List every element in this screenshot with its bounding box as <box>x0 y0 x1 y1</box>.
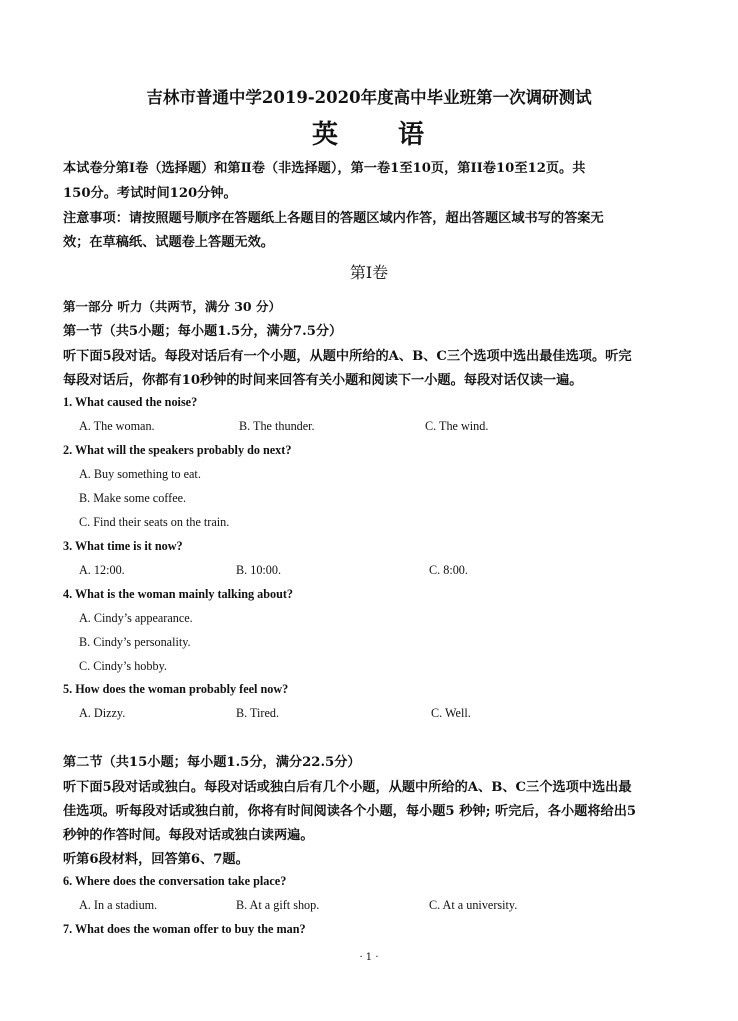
question-1-option-a: A. The woman. <box>79 419 155 433</box>
section1-instruction-1: 听下面5段对话。每段对话后有一个小题，从题中所给的A、B、C三个选项中选出最佳选项。听完 <box>63 349 632 364</box>
question-1-option-c: C. The wind. <box>425 419 489 433</box>
question-6-option-a: A. In a stadium. <box>79 898 158 912</box>
question-4-option-a: A. Cindy’s appearance. <box>79 611 193 625</box>
notice-line-1: 注意事项：请按照题号顺序在答题纸上各题目的答题区域内作答，超出答题区域书写的答案无 <box>63 211 604 226</box>
question-2-option-a: A. Buy something to eat. <box>79 467 201 481</box>
exam-title: 吉林市普通中学2019-2020年度高中毕业班第一次调研测试 <box>146 88 592 107</box>
section2-heading: 第二节（共15小题；每小题1.5分，满分22.5分） <box>63 755 361 770</box>
page-number: · 1 · <box>359 952 379 963</box>
question-4-option-c: C. Cindy’s hobby. <box>79 659 167 673</box>
question-3: 3. What time is it now? <box>63 539 183 553</box>
subject-char-1: 英 <box>311 120 340 150</box>
question-3-option-c: C. 8:00. <box>429 563 468 577</box>
section2-instruction-1: 听下面5段对话或独白。每段对话或独白后有几个小题，从题中所给的A、B、C三个选项中选出最 <box>63 780 632 795</box>
question-3-option-a: A. 12:00. <box>79 563 125 577</box>
question-2-option-b: B. Make some coffee. <box>79 491 187 505</box>
question-2-option-c: C. Find their seats on the train. <box>79 515 230 529</box>
section1-heading: 第一节（共5小题；每小题1.5分，满分7.5分） <box>63 324 343 339</box>
question-5: 5. How does the woman probably feel now? <box>63 682 289 696</box>
intro-line-2: 150分。考试时间120分钟。 <box>63 186 237 201</box>
part-one-heading: 第Ⅰ卷 <box>349 263 389 282</box>
question-6-option-c: C. At a university. <box>429 898 518 912</box>
section2-instruction-2: 佳选项。听每段对话或独白前，你将有时间阅读各个小题，每小题5 秒钟; 听完后，各小题将给出5 <box>63 804 637 819</box>
listening-part-heading: 第一部分 听力（共两节，满分 30 分） <box>63 299 281 314</box>
subject-title <box>0 114 738 151</box>
section2-material-6: 听第6段材料，回答第6、7题。 <box>63 852 249 867</box>
question-1-option-b: B. The thunder. <box>239 419 315 433</box>
question-5-option-a: A. Dizzy. <box>79 706 126 720</box>
question-6: 6. Where does the conversation take place? <box>63 874 287 888</box>
notice-line-2: 效；在草稿纸、试题卷上答题无效。 <box>63 235 274 250</box>
question-1: 1. What caused the noise? <box>63 395 198 409</box>
section1-instruction-2: 每段对话后，你都有10秒钟的时间来回答有关小题和阅读下一小题。每段对话仅读一遍。 <box>63 373 583 388</box>
question-5-option-c: C. Well. <box>431 706 471 720</box>
intro-line-1: 本试卷分第Ⅰ卷（选择题）和第Ⅱ卷（非选择题），第一卷1至10页，第II卷10至12页。共 <box>63 161 586 176</box>
question-4-option-b: B. Cindy’s personality. <box>79 635 191 649</box>
question-4: 4. What is the woman mainly talking about? <box>63 587 294 601</box>
question-2: 2. What will the speakers probably do next? <box>63 443 292 457</box>
question-5-option-b: B. Tired. <box>236 706 280 720</box>
section2-instruction-3: 秒钟的作答时间。每段对话或独白读两遍。 <box>63 828 314 843</box>
subject-char-2: 语 <box>398 120 427 150</box>
question-7: 7. What does the woman offer to buy the man? <box>63 922 306 936</box>
question-6-option-b: B. At a gift shop. <box>236 898 320 912</box>
question-3-option-b: B. 10:00. <box>236 563 282 577</box>
